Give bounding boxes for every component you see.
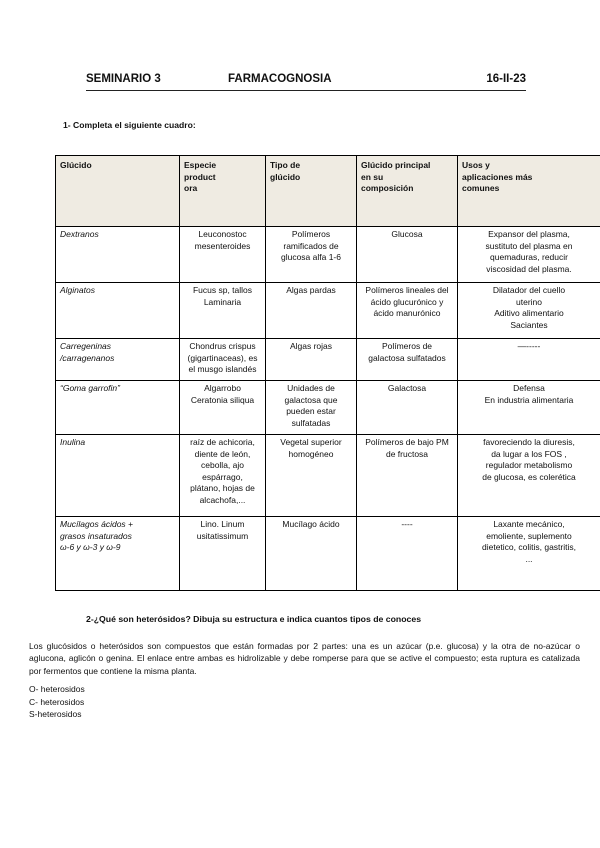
cell-especie: Algarrobo Ceratonia siliqua [180,381,266,435]
cell-glucido-principal: Glucosa [357,227,458,283]
cell-glucido: Dextranos [56,227,180,283]
cell-glucido: Mucílagos ácidos + grasos insaturados ω-6 y ω-3 y ω-9 [56,517,180,591]
cell-usos: —----- [458,339,600,381]
cell-glucido: Carregeninas /carragenanos [56,339,180,381]
cell-especie: Fucus sp, tallos Laminaria [180,283,266,339]
cell-tipo: Polímeros ramificados de glucosa alfa 1-6 [266,227,357,283]
table-row [56,381,600,435]
cell-glucido: Inulina [56,435,180,517]
glucidos-table [55,155,600,591]
cell-tipo: Algas pardas [266,283,357,339]
cell-glucido-principal: Galactosa [357,381,458,435]
cell-usos: favoreciendo la diuresis, da lugar a los FOS , regulador metabolismo de glucosa, es colerética [458,435,600,517]
question-1: 1- Completa el siguiente cuadro: [63,120,196,130]
header-cell-glucido: Glúcido [56,156,180,227]
cell-especie: raíz de achicoria, diente de león, cebolla, ajo espárrago, plátano, hojas de alcachofa,... [180,435,266,517]
cell-usos: Expansor del plasma, sustituto del plasma en quemaduras, reducir viscosidad del plasma. [458,227,600,283]
table-row [56,517,600,591]
cell-especie: Lino. Linum usitatissimum [180,517,266,591]
table-row [56,435,600,517]
answer-paragraph: Los glucósidos o heterósidos son compuestos que están formadas por 2 partes: una es un azúcar (p.e. glucosa) y la otra de no-azúcar o aglucona, aglicón o genina. El enlace entre ambas es hidrolizable y debe romperse para que se active el compuesto; esta ruptura es catalizada por fermentos que contiene la misma planta. [29,641,580,676]
page-header [86,70,526,91]
heterosidos-types-list [29,683,85,721]
cell-tipo: Vegetal superior homogéneo [266,435,357,517]
table-row [56,283,600,339]
cell-tipo: Unidades de galactosa que pueden estar sulfatadas [266,381,357,435]
cell-glucido-principal: Polímeros de bajo PM de fructosa [357,435,458,517]
question-2: 2-¿Qué son heterósidos? Dibuja su estructura e indica cuantos tipos de conoces [86,614,422,624]
cell-glucido-principal: Polímeros de galactosa sulfatados [357,339,458,381]
header-cell-usos: Usos y aplicaciones más comunes [458,156,600,227]
list-item: C- heterosidos [29,696,85,707]
header-date: 16-II-23 [486,73,526,85]
cell-usos: Laxante mecánico, emoliente, suplemento dietetico, colitis, gastritis, ... [458,517,600,591]
list-item: S-heterosidos [29,709,82,720]
table-row [56,227,600,283]
table-header-row [56,156,600,227]
table-row [56,339,600,381]
cell-usos: Dilatador del cuello uterino Aditivo alimentario Saciantes [458,283,600,339]
cell-glucido-principal: ---- [357,517,458,591]
cell-tipo: Mucílago ácido [266,517,357,591]
cell-especie: Leuconostoc mesenteroides [180,227,266,283]
cell-glucido-principal: Polímeros lineales del ácido glucurónico y ácido manurónico [357,283,458,339]
cell-glucido: Alginatos [56,283,180,339]
header-cell-glucido-principal: Glúcido principal en su composición [357,156,458,227]
header-cell-tipo: Tipo de glúcido [266,156,357,227]
header-cell-especie: Especie product ora [180,156,266,227]
list-item: O- heterosidos [29,684,85,694]
cell-glucido: “Goma garrofin” [56,381,180,435]
cell-usos: Defensa En industria alimentaria [458,381,600,435]
header-course: SEMINARIO 3 [86,73,161,85]
cell-tipo: Algas rojas [266,339,357,381]
header-subject: FARMACOGNOSIA [228,73,332,85]
cell-especie: Chondrus crispus (gigartinaceas), es el musgo islandés [180,339,266,381]
